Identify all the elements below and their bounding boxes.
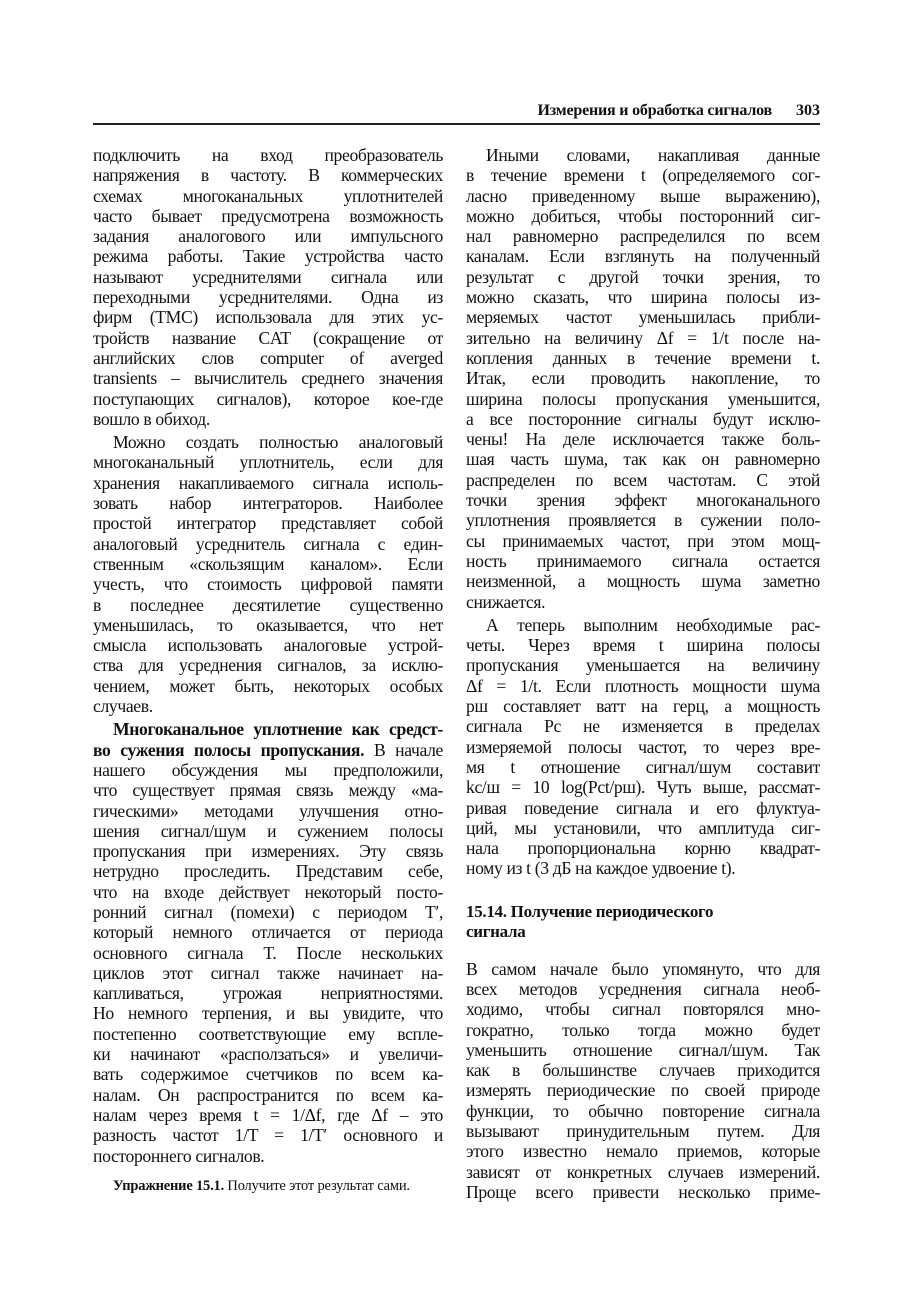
text-line: в течение времени t (определяемого сог- xyxy=(466,165,820,186)
text-line: гическими» методами улучшения отно- xyxy=(93,800,443,821)
text-line: пропускания при измерениях. Эту связь xyxy=(93,841,443,862)
text-line: нетрудно проследить. Представим себе, xyxy=(93,861,443,882)
paragraph xyxy=(466,615,820,879)
text-line: гократно, только тогда можно будет xyxy=(466,1019,820,1040)
text-line: уменьшилась, то оказывается, что нет xyxy=(93,614,443,635)
text-line: задания аналогового или импульсного xyxy=(93,226,443,247)
section-heading-line: сигнала xyxy=(466,922,526,942)
text-line: распределен по всем частотам. С этой xyxy=(466,469,820,490)
text-line xyxy=(93,719,443,739)
text-line xyxy=(93,740,443,760)
text-line: функции, то обычно повторение сигнала xyxy=(466,1100,820,1121)
text-line: нала пропорциональна корню квадрат- xyxy=(466,838,820,859)
text-line: шения сигнал/шум и сужением полосы xyxy=(93,820,443,841)
text-line: смысла использовать аналоговые устрой- xyxy=(93,635,443,656)
text-line: тройств название CAT (сокращение от xyxy=(93,327,443,348)
paragraph xyxy=(93,145,443,429)
text-line: постепенно соответствующие ему вспле- xyxy=(93,1023,443,1044)
text-line: ки начинают «расползаться» и увеличи- xyxy=(93,1044,443,1065)
text-line: уменьшить отношение сигнал/шум. Так xyxy=(466,1039,820,1060)
text-line: ширина полосы пропускания уменьшится, xyxy=(466,388,820,409)
exercise-text: Получите этот результат сами. xyxy=(224,1178,410,1194)
text-line: ства для усреднения сигналов, за исклю- xyxy=(93,655,443,676)
text-line: измерять периодические по своей природе xyxy=(466,1080,820,1101)
text-line: напряжения в частоту. В коммерческих xyxy=(93,165,443,186)
paragraph xyxy=(93,719,443,1166)
text-line: ственным «скользящим каналом». Если xyxy=(93,553,443,574)
text-line: зависят от конкретных случаев измерений. xyxy=(466,1161,820,1182)
text-line: поступающих сигналов), которое кое-где xyxy=(93,388,443,409)
text-line: В самом начале было упомянуто, что для xyxy=(466,958,820,979)
running-title: Измерения и обработка сигналов xyxy=(537,102,772,119)
exercise-label: Упражнение 15.1. xyxy=(113,1178,224,1194)
text-line: четы. Через время t ширина полосы xyxy=(466,635,820,656)
text-line: измеряемой полосы частот, то через вре- xyxy=(466,736,820,757)
text-line: учесть, что стоимость цифровой памяти xyxy=(93,574,443,595)
text-line: подключить на вход преобразователь xyxy=(93,145,443,165)
text-line: pш составляет ватт на герц, а мощность xyxy=(466,696,820,717)
text-line: циклов этот сигнал также начинает на- xyxy=(93,962,443,983)
text-line: уплотнения проявляется в сужении поло- xyxy=(466,510,820,531)
text-line: можно добиться, чтобы посторонний сиг- xyxy=(466,205,820,226)
text-line: часто бывает предусмотрена возможность xyxy=(93,205,443,226)
text-line: называют усреднителями сигнала или xyxy=(93,266,443,287)
text-line: разность частот 1/T = 1/T′ основного и xyxy=(93,1125,443,1146)
text-line: ность принимаемого сигнала остается xyxy=(466,550,820,571)
text-line: капливаться, угрожая неприятностями. xyxy=(93,983,443,1004)
text-line: сигнала Pс не изменяется в пределах xyxy=(466,716,820,737)
text-line: всех методов усреднения сигнала необ- xyxy=(466,978,820,999)
text-line: точки зрения эффект многоканального xyxy=(466,490,820,511)
text-line: ходимо, чтобы сигнал повторялся мно- xyxy=(466,999,820,1020)
text-line: английских слов computer of averged xyxy=(93,347,443,368)
text-line: Δf = 1/t. Если плотность мощности шума xyxy=(466,675,820,696)
text-line: аналоговый усреднитель сигнала с един- xyxy=(93,533,443,554)
text-line: вошло в обиход. xyxy=(93,408,210,429)
text-line: постороннего сигналов. xyxy=(93,1145,265,1166)
text-line: налам. Он распространится по всем ка- xyxy=(93,1084,443,1105)
text-line: зительно на величину Δf = 1/t после на- xyxy=(466,327,820,348)
text-line: А теперь выполним необходимые рас- xyxy=(486,614,820,635)
text-line: Можно создать полностью аналоговый xyxy=(113,432,443,453)
text-line: вызывают принудительным путем. Для xyxy=(466,1121,820,1142)
text-line: пропускания уменьшается на величину xyxy=(466,655,820,676)
text-line: ласно приведенному выше выражению), xyxy=(466,185,820,206)
run-in-heading: во сужения полосы пропускания. xyxy=(93,739,365,760)
text-line: снижается. xyxy=(466,591,546,612)
text-line: неизменной, а мощность шума заметно xyxy=(466,571,820,592)
text-line: переходными усреднителями. Одна из xyxy=(93,287,443,308)
text-line: чены! На деле исключается также боль- xyxy=(466,429,820,450)
text-line: нашего обсуждения мы предположили, xyxy=(93,759,443,780)
text-line: основного сигнала T. После нескольких xyxy=(93,942,443,963)
text-line: сы принимаемых частот, при этом мощ- xyxy=(466,530,820,551)
text-line: что на входе действует некоторый посто- xyxy=(93,881,443,902)
text-line: в последнее десятилетие существенно xyxy=(93,594,443,615)
text-line: Итак, если проводить накопление, то xyxy=(466,368,820,389)
text-line: ривая поведение сигнала и его флуктуа- xyxy=(466,797,820,818)
text-line: режима работы. Такие устройства часто xyxy=(93,246,443,267)
text-line: Проще всего привести несколько приме- xyxy=(466,1181,820,1202)
left-column xyxy=(93,145,443,1169)
text-line: ций, мы установили, что амплитуда сиг- xyxy=(466,817,820,838)
text-line: меряемых частот уменьшилась прибли- xyxy=(466,307,820,328)
text-line: как в большинстве случаев приходится xyxy=(466,1060,820,1081)
text-line: каналам. Если взглянуть на полученный xyxy=(466,246,820,267)
section-heading xyxy=(466,902,820,943)
paragraph xyxy=(93,432,443,716)
text-line: transients – вычислитель среднего значения xyxy=(93,368,443,389)
right-column xyxy=(466,145,820,1205)
exercise-note xyxy=(113,1178,410,1195)
page-number: 303 xyxy=(796,102,820,119)
text-line: этого известно немало приемов, которые xyxy=(466,1141,820,1162)
right-paragraphs xyxy=(466,145,820,879)
text-line: нал равномерно распределился по всем xyxy=(466,226,820,247)
line-text: В начале xyxy=(364,739,443,760)
text-line: Иными словами, накапливая данные xyxy=(486,145,820,165)
text-line: мя t отношение сигнал/шум составит xyxy=(466,756,820,777)
text-line: многоканальный уплотнитель, если для xyxy=(93,452,443,473)
section-paragraphs xyxy=(466,959,820,1203)
running-header xyxy=(93,101,820,125)
text-line: вать содержимое счетчиков по всем ка- xyxy=(93,1064,443,1085)
text-line: ному из t (3 дБ на каждое удвоение t). xyxy=(466,858,736,879)
text-line: копления данных в течение времени t. xyxy=(466,347,820,368)
text-line: зовать набор интеграторов. Наиболее xyxy=(93,493,443,514)
section-heading-line: 15.14. Получение периодического xyxy=(466,901,714,921)
text-line: kс/ш = 10 log(Pсt/pш). Чуть выше, рассмат- xyxy=(466,777,820,798)
text-line: шая часть шума, так как он равномерно xyxy=(466,449,820,470)
text-line: простой интегратор представляет собой xyxy=(93,513,443,534)
text-line: Но немного терпения, и вы увидите, что xyxy=(93,1003,443,1024)
text-line: случаев. xyxy=(93,696,153,717)
text-line: налам через время t = 1/Δf, где Δf – это xyxy=(93,1104,443,1125)
text-line: схемах многоканальных уплотнителей xyxy=(93,185,443,206)
text-line: который немного отличается от периода xyxy=(93,922,443,943)
left-paragraphs xyxy=(93,145,443,1166)
run-in-heading: Многоканальное уплотнение как средст- xyxy=(113,719,443,740)
paragraph xyxy=(466,145,820,612)
text-line: хранения накапливаемого сигнала исполь- xyxy=(93,472,443,493)
text-line: результат с другой точки зрения, то xyxy=(466,266,820,287)
text-line: что существует прямая связь между «ма- xyxy=(93,780,443,801)
text-line: чением, может быть, некоторых особых xyxy=(93,675,443,696)
paragraph xyxy=(466,959,820,1203)
text-line: ронний сигнал (помехи) с периодом T′, xyxy=(93,901,443,922)
text-line: фирм (TMC) использовала для этих ус- xyxy=(93,307,443,328)
text-line: а все посторонние сигналы будут исклю- xyxy=(466,408,820,429)
text-line: можно сказать, что ширина полосы из- xyxy=(466,287,820,308)
